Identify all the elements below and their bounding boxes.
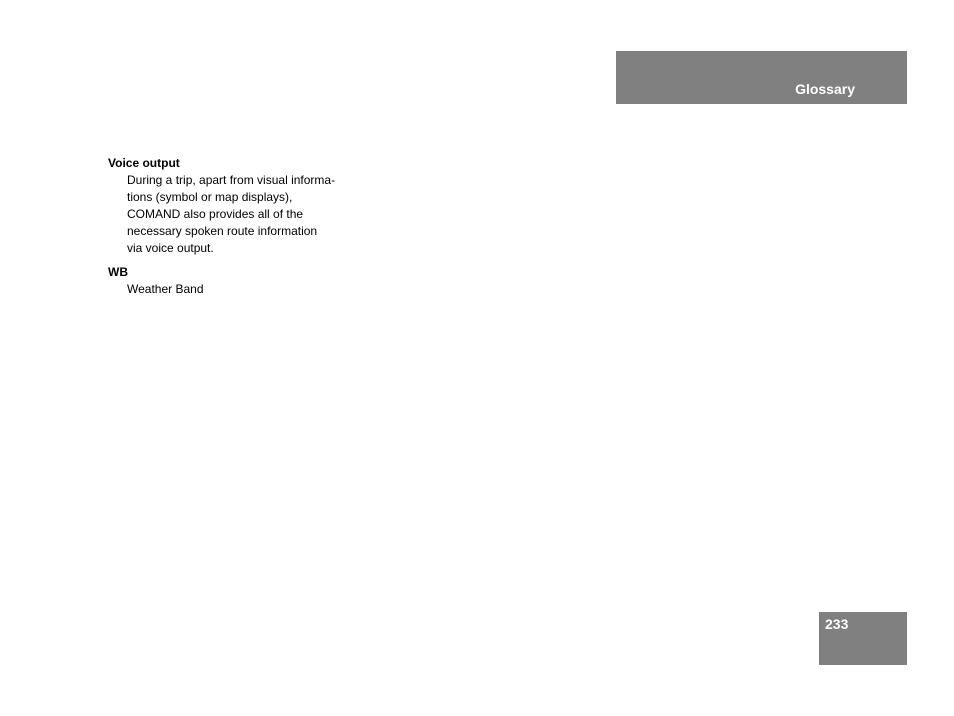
glossary-term: Voice output — [108, 156, 180, 170]
definition-line: During a trip, apart from visual informa- — [127, 173, 336, 187]
definition-line: via voice output. — [127, 241, 214, 255]
glossary-entry-voice-output — [108, 155, 368, 257]
glossary-definition — [127, 172, 368, 257]
definition-line: Weather Band — [127, 282, 204, 296]
definition-line: tions (symbol or map displays), — [127, 190, 293, 204]
glossary-definition — [127, 281, 368, 298]
section-tab — [616, 51, 907, 104]
definition-line: COMAND also provides all of the — [127, 207, 304, 221]
glossary-entry-wb — [108, 264, 368, 298]
definition-line: necessary spoken route information — [127, 224, 318, 238]
page-number-box — [819, 612, 907, 665]
section-title: Glossary — [795, 81, 855, 97]
glossary-term: WB — [108, 265, 128, 279]
glossary-list — [108, 155, 368, 305]
page-number: 233 — [825, 616, 849, 632]
